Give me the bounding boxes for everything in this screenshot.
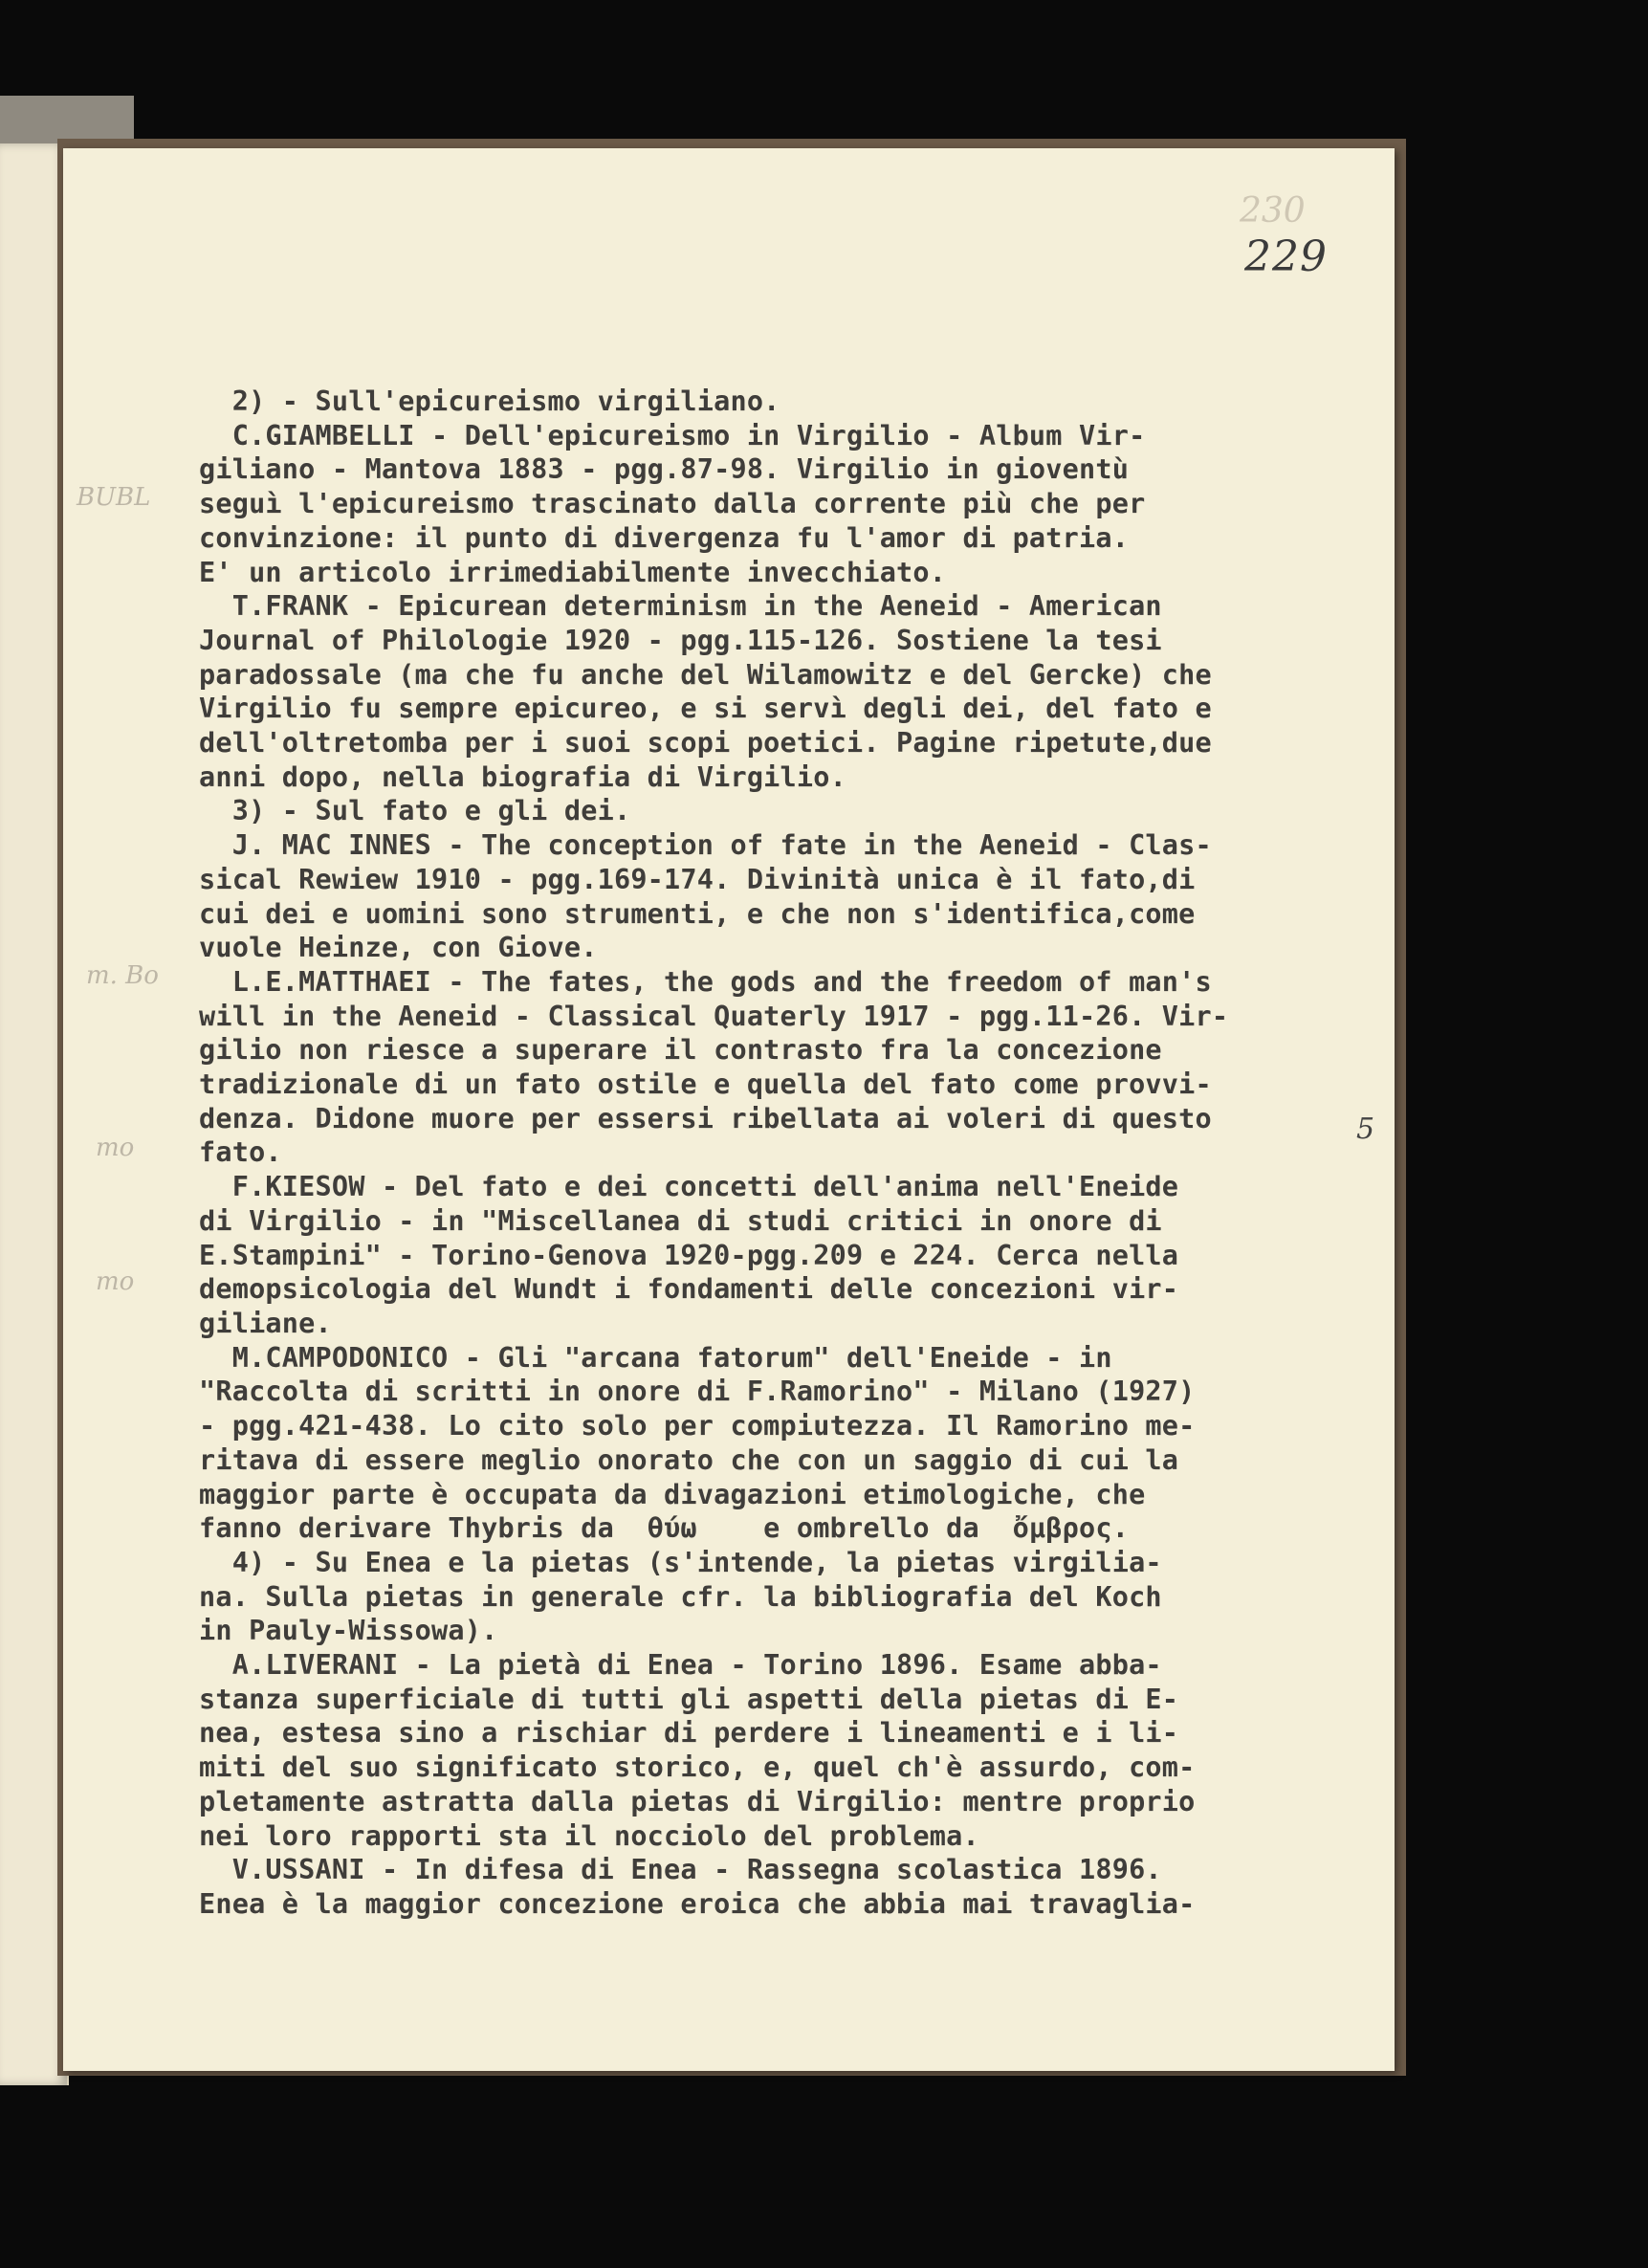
text-line: in Pauly-Wissowa). xyxy=(199,1615,498,1647)
text-line: gilio non riesce a superare il contrasto fra la concezione xyxy=(199,1034,1162,1067)
text-line: seguì l'epicureismo trascinato dalla corrente più che per xyxy=(199,488,1146,520)
text-line: paradossale (ma che fu anche del Wilamowitz e del Gercke) che xyxy=(199,658,1212,691)
margin-mark: 5 xyxy=(1356,1112,1375,1146)
text-line: 4) - Su Enea e la pietas (s'intende, la pietas virgilia- xyxy=(199,1546,1162,1578)
text-line: dell'oltretomba per i suoi scopi poetici. Pagine ripetute,due xyxy=(199,727,1212,760)
text-line: ritava di essere meglio onorato che con un saggio di cui la xyxy=(199,1443,1179,1476)
text-line: A.LIVERANI - La pietà di Enea - Torino 1896. Esame abba- xyxy=(199,1649,1162,1682)
text-line: nei loro rapporti sta il nocciolo del problema. xyxy=(199,1819,979,1852)
page-number: 229 xyxy=(1244,232,1328,281)
margin-note: mo xyxy=(96,1134,135,1162)
text-line: giliano - Mantova 1883 - pgg.87-98. Virgilio in gioventù xyxy=(199,453,1130,486)
text-line: convinzione: il punto di divergenza fu l'amor di patria. xyxy=(199,521,1130,554)
text-line: miti del suo significato storico, e, quel ch'è assurdo, com- xyxy=(199,1751,1196,1784)
text-line: demopsicologia del Wundt i fondamenti delle concezioni vir- xyxy=(199,1273,1179,1306)
text-line: J. MAC INNES - The conception of fate in the Aeneid - Clas- xyxy=(199,829,1212,862)
text-line: Virgilio fu sempre epicureo, e si servì degli dei, del fato e xyxy=(199,693,1212,725)
text-line: maggior parte è occupata da divagazioni etimologiche, che xyxy=(199,1478,1146,1510)
faint-page-number: 230 xyxy=(1240,191,1306,231)
text-line: Journal of Philologie 1920 - pgg.115-126. Sostiene la tesi xyxy=(199,624,1162,656)
text-line: F.KIESOW - Del fato e dei concetti dell'anima nell'Eneide xyxy=(199,1171,1179,1203)
text-line: anni dopo, nella biografia di Virgilio. xyxy=(199,760,846,793)
text-line: stanza superficiale di tutti gli aspetti della pietas di E- xyxy=(199,1683,1179,1715)
text-line: E.Stampini" - Torino-Genova 1920-pgg.209 e 224. Cerca nella xyxy=(199,1239,1179,1271)
text-line: - pgg.421-438. Lo cito solo per compiutezza. Il Ramorino me- xyxy=(199,1410,1196,1442)
text-line: sical Rewiew 1910 - pgg.169-174. Divinità unica è il fato,di xyxy=(199,863,1196,895)
text-line: na. Sulla pietas in generale cfr. la bibliografia del Koch xyxy=(199,1580,1162,1613)
text-line: L.E.MATTHAEI - The fates, the gods and the freedom of man's xyxy=(199,965,1212,998)
text-line: Enea è la maggior concezione eroica che abbia mai travaglia- xyxy=(199,1887,1196,1920)
margin-note: m. Bo xyxy=(86,961,159,990)
text-line: V.USSANI - In difesa di Enea - Rassegna scolastica 1896. xyxy=(199,1854,1162,1886)
text-line: fanno derivare Thybris da θύω e ombrello da ὄμβρος. xyxy=(199,1512,1130,1545)
typewritten-text xyxy=(199,385,1347,1922)
text-line: pletamente astratta dalla pietas di Virgilio: mentre proprio xyxy=(199,1785,1196,1817)
text-line: 2) - Sull'epicureismo virgiliano. xyxy=(199,385,780,417)
text-line: vuole Heinze, con Giove. xyxy=(199,932,598,964)
text-line: denza. Didone muore per essersi ribellata ai voleri di questo xyxy=(199,1102,1212,1134)
text-line: 3) - Sul fato e gli dei. xyxy=(199,795,631,827)
text-line: fato. xyxy=(199,1136,282,1169)
text-line: E' un articolo irrimediabilmente invecchiato. xyxy=(199,556,947,588)
text-line: nea, estesa sino a rischiar di perdere i lineamenti e i li- xyxy=(199,1717,1179,1750)
text-line: tradizionale di un fato ostile e quella del fato come provvi- xyxy=(199,1068,1212,1101)
margin-note: mo xyxy=(96,1267,135,1296)
text-line: M.CAMPODONICO - Gli "arcana fatorum" dell'Eneide - in xyxy=(199,1341,1112,1374)
margin-note: BUBL xyxy=(77,483,151,512)
text-line: "Raccolta di scritti in onore di F.Ramorino" - Milano (1927) xyxy=(199,1376,1196,1408)
text-line: T.FRANK - Epicurean determinism in the Aeneid - American xyxy=(199,590,1162,623)
text-line: will in the Aeneid - Classical Quaterly 1917 - pgg.11-26. Vir- xyxy=(199,1000,1229,1032)
text-line: di Virgilio - in "Miscellanea di studi critici in onore di xyxy=(199,1204,1162,1237)
text-line: giliane. xyxy=(199,1307,332,1339)
text-line: cui dei e uomini sono strumenti, e che non s'identifica,come xyxy=(199,897,1196,930)
text-line: C.GIAMBELLI - Dell'epicureismo in Virgilio - Album Vir- xyxy=(199,419,1146,451)
